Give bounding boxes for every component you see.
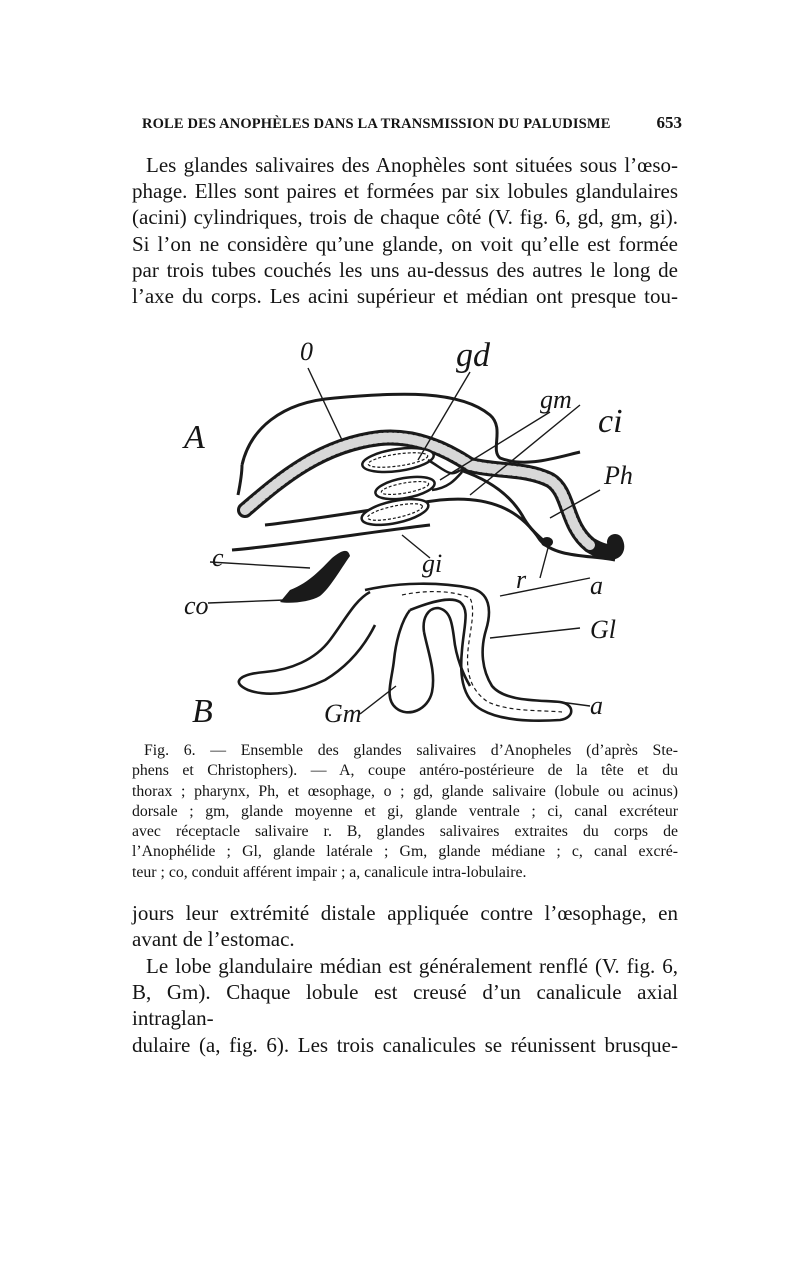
label-gl: Gl xyxy=(590,615,616,644)
text-line: Le lobe glandulaire médian est généralement renflé (V. fig. 6, xyxy=(146,954,678,978)
text-line: B, Gm). Chaque lobule est creusé d’un canalicule axial intraglan- xyxy=(132,980,678,1031)
label-c: c xyxy=(212,543,224,572)
salivary-receptacle xyxy=(541,537,553,547)
text-line: phage. Elles sont paires et formées par six lobules glandulaires xyxy=(132,179,678,204)
text-line: avant de l’estomac. xyxy=(132,927,295,952)
caption-line: phens et Christophers). — A, coupe antéro-postérieure de la tête et du xyxy=(132,762,678,780)
label-ph: Ph xyxy=(604,461,633,490)
label-co: co xyxy=(184,591,209,620)
page-number: 653 xyxy=(656,113,682,132)
caption-line: thorax ; pharynx, Ph, et œsophage, o ; gd, glande salivaire (lobule ou acinus) xyxy=(132,782,678,800)
caption-line: l’Anophélide ; Gl, glande latérale ; Gm, glande médiane ; c, canal excré- xyxy=(132,843,678,861)
label-b-extracted: B xyxy=(192,693,213,730)
label-gm: gm xyxy=(540,385,572,414)
afferent-duct xyxy=(280,551,350,603)
label-a-top: a xyxy=(590,571,603,600)
label-a-bottom: a xyxy=(590,691,603,720)
figure-caption xyxy=(132,741,678,883)
text-line: par trois tubes couchés les uns au-dessus des autres le long de xyxy=(132,257,678,282)
caption-line: avec réceptacle salivaire r. B, glandes salivaires extraites du corps de xyxy=(132,823,678,841)
paragraph-1 xyxy=(132,152,678,309)
label-gd: gd xyxy=(456,337,490,374)
salivary-gland-drawing xyxy=(170,320,690,740)
label-o-esophagus: 0 xyxy=(300,337,313,366)
figure-6-illustration xyxy=(170,320,690,740)
paragraph-3 xyxy=(132,953,678,1058)
label-gm-median: Gm xyxy=(324,699,362,728)
label-ci: ci xyxy=(598,403,623,440)
caption-line: Fig. 6. — Ensemble des glandes salivaires d’Anopheles (d’après Ste- xyxy=(144,742,678,759)
caption-line: teur ; co, conduit afférent impair ; a, canalicule intra-lobulaire. xyxy=(132,863,527,881)
text-line: Les glandes salivaires des Anophèles sont situées sous l’œso- xyxy=(146,153,678,177)
text-line: l’axe du corps. Les acini supérieur et médian ont presque tou- xyxy=(132,284,678,309)
lateral-gland-outline xyxy=(239,584,571,721)
text-line: Si l’on ne considère qu’une glande, on voit qu’elle est formée xyxy=(132,231,678,256)
running-head xyxy=(142,113,682,138)
label-a-section: A xyxy=(184,419,205,456)
text-line: jours leur extrémité distale appliquée contre l’œsophage, en xyxy=(132,901,678,925)
running-title: ROLE DES ANOPHÈLES DANS LA TRANSMISSION DU PALUDISME xyxy=(142,116,611,132)
label-gi: gi xyxy=(422,549,443,578)
label-r: r xyxy=(516,565,527,594)
text-line: dulaire (a, fig. 6). Les trois canalicules se réunissent brusque- xyxy=(132,1032,678,1057)
caption-line: dorsale ; gm, glande moyenne et gi, glande ventrale ; ci, canal excréteur xyxy=(132,802,678,820)
text-line: (acini) cylindriques, trois de chaque côté (V. fig. 6, gd, gm, gi). xyxy=(132,205,678,230)
paragraph-2 xyxy=(132,900,678,952)
